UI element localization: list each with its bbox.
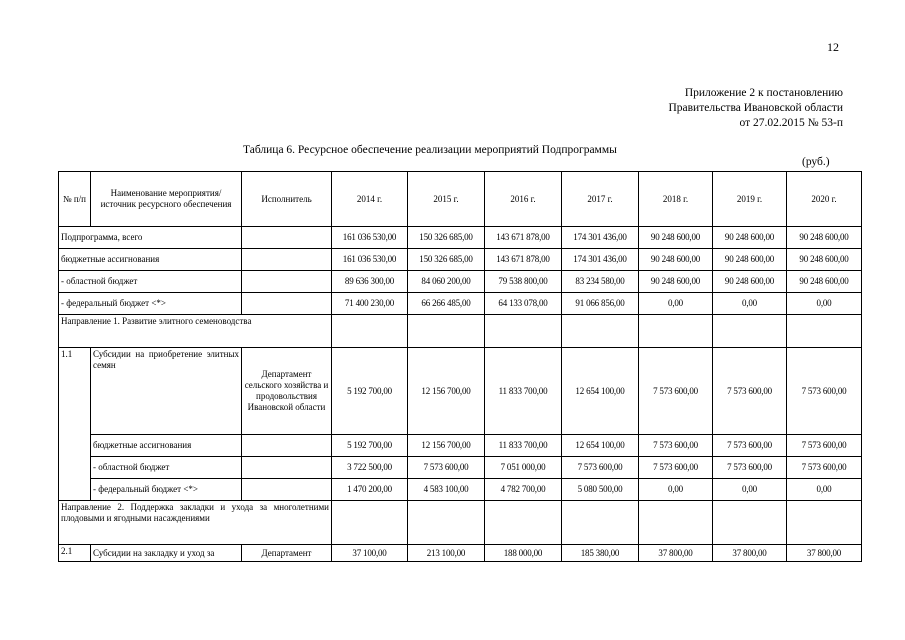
header-year-2015: 2015 г.: [408, 172, 485, 227]
value-cell: 37 800,00: [639, 545, 713, 562]
value-cell: 90 248 600,00: [639, 271, 713, 293]
page-number: 12: [827, 40, 839, 54]
value-cell: 11 833 700,00: [485, 348, 562, 435]
executor-cell: [242, 249, 332, 271]
value-cell: [332, 315, 408, 348]
value-cell: 161 036 530,00: [332, 249, 408, 271]
value-cell: 150 326 685,00: [408, 227, 485, 249]
header-year-2016: 2016 г.: [485, 172, 562, 227]
value-cell: 7 573 600,00: [408, 457, 485, 479]
value-cell: 5 192 700,00: [332, 435, 408, 457]
direction-row: [59, 315, 862, 348]
value-cell: 7 573 600,00: [713, 348, 787, 435]
value-cell: 0,00: [713, 293, 787, 315]
value-cell: 12 156 700,00: [408, 348, 485, 435]
value-cell: 7 573 600,00: [787, 457, 862, 479]
value-cell: 90 248 600,00: [713, 249, 787, 271]
executor-cell: [242, 457, 332, 479]
value-cell: 90 248 600,00: [787, 227, 862, 249]
item-number: 1.1: [59, 348, 91, 501]
table-header-row: [59, 172, 862, 227]
value-cell: 150 326 685,00: [408, 249, 485, 271]
value-cell: 0,00: [787, 293, 862, 315]
row-label: Подпрограмма, всего: [59, 227, 242, 249]
value-cell: 37 800,00: [713, 545, 787, 562]
row-label: - областной бюджет: [59, 271, 242, 293]
value-cell: [562, 501, 639, 545]
resource-table: [58, 171, 862, 562]
direction-label: Направление 2. Поддержка закладки и ухода за многолетними плодовыми и ягодными насаждениями: [59, 501, 332, 545]
value-cell: 90 248 600,00: [787, 271, 862, 293]
value-cell: 12 654 100,00: [562, 435, 639, 457]
table-row: [59, 545, 862, 562]
value-cell: 143 671 878,00: [485, 249, 562, 271]
header-year-2018: 2018 г.: [639, 172, 713, 227]
value-cell: 84 060 200,00: [408, 271, 485, 293]
table-row: [59, 457, 862, 479]
value-cell: [408, 315, 485, 348]
value-cell: 11 833 700,00: [485, 435, 562, 457]
item-name: Субсидии на приобретение элитных семян: [91, 348, 242, 435]
item-name: Субсидии на закладку и уход за: [91, 545, 242, 562]
table-row: [59, 227, 862, 249]
value-cell: 90 248 600,00: [713, 227, 787, 249]
value-cell: 7 573 600,00: [787, 435, 862, 457]
header-executor: Исполнитель: [242, 172, 332, 227]
value-cell: 188 000,00: [485, 545, 562, 562]
value-cell: 12 156 700,00: [408, 435, 485, 457]
row-label: - областной бюджет: [91, 457, 242, 479]
value-cell: 64 133 078,00: [485, 293, 562, 315]
header-year-2014: 2014 г.: [332, 172, 408, 227]
header-num: № п/п: [59, 172, 91, 227]
value-cell: 0,00: [639, 293, 713, 315]
item-number: 2.1: [59, 545, 91, 562]
value-cell: 7 573 600,00: [639, 457, 713, 479]
value-cell: 143 671 878,00: [485, 227, 562, 249]
executor-cell: [242, 271, 332, 293]
value-cell: 7 573 600,00: [562, 457, 639, 479]
table-row: [59, 271, 862, 293]
value-cell: 0,00: [639, 479, 713, 501]
value-cell: 83 234 580,00: [562, 271, 639, 293]
direction-row: [59, 501, 862, 545]
value-cell: 174 301 436,00: [562, 249, 639, 271]
table-row: [59, 348, 862, 435]
value-cell: 90 248 600,00: [639, 249, 713, 271]
value-cell: 66 266 485,00: [408, 293, 485, 315]
units-label: (руб.): [802, 156, 830, 168]
value-cell: [639, 315, 713, 348]
value-cell: 90 248 600,00: [787, 249, 862, 271]
appendix-line-3: от 27.02.2015 № 53-п: [739, 117, 843, 129]
value-cell: 7 573 600,00: [639, 348, 713, 435]
table-row: [59, 435, 862, 457]
value-cell: 174 301 436,00: [562, 227, 639, 249]
value-cell: 7 573 600,00: [713, 435, 787, 457]
appendix-block: [668, 86, 843, 131]
value-cell: [408, 501, 485, 545]
value-cell: 7 573 600,00: [639, 435, 713, 457]
row-label: бюджетные ассигнования: [91, 435, 242, 457]
value-cell: [787, 501, 862, 545]
table-title: Таблица 6. Ресурсное обеспечение реализации мероприятий Подпрограммы: [243, 144, 617, 156]
value-cell: 0,00: [713, 479, 787, 501]
value-cell: [713, 501, 787, 545]
value-cell: [332, 501, 408, 545]
header-year-2019: 2019 г.: [713, 172, 787, 227]
row-label: бюджетные ассигнования: [59, 249, 242, 271]
value-cell: 185 380,00: [562, 545, 639, 562]
value-cell: 5 080 500,00: [562, 479, 639, 501]
value-cell: 213 100,00: [408, 545, 485, 562]
executor-cell: [242, 227, 332, 249]
header-year-2020: 2020 г.: [787, 172, 862, 227]
value-cell: 4 583 100,00: [408, 479, 485, 501]
value-cell: 89 636 300,00: [332, 271, 408, 293]
value-cell: 0,00: [787, 479, 862, 501]
value-cell: [639, 501, 713, 545]
item-executor: Департамент сельского хозяйства и продовольствия Ивановской области: [242, 348, 332, 435]
appendix-line-2: Правительства Ивановской области: [668, 102, 843, 114]
direction-label: Направление 1. Развитие элитного семеноводства: [59, 315, 332, 348]
value-cell: 90 248 600,00: [639, 227, 713, 249]
row-label: - федеральный бюджет <*>: [59, 293, 242, 315]
header-year-2017: 2017 г.: [562, 172, 639, 227]
value-cell: 12 654 100,00: [562, 348, 639, 435]
table-row: [59, 479, 862, 501]
value-cell: 161 036 530,00: [332, 227, 408, 249]
header-name: Наименование мероприятия/ источник ресурсного обеспечения: [91, 172, 242, 227]
row-label: - федеральный бюджет <*>: [91, 479, 242, 501]
table-row: [59, 249, 862, 271]
appendix-line-1: Приложение 2 к постановлению: [684, 87, 843, 99]
value-cell: 37 100,00: [332, 545, 408, 562]
value-cell: 37 800,00: [787, 545, 862, 562]
executor-cell: [242, 293, 332, 315]
value-cell: 7 051 000,00: [485, 457, 562, 479]
value-cell: [485, 315, 562, 348]
value-cell: [713, 315, 787, 348]
executor-cell: [242, 479, 332, 501]
value-cell: [485, 501, 562, 545]
value-cell: 7 573 600,00: [787, 348, 862, 435]
value-cell: 91 066 856,00: [562, 293, 639, 315]
item-executor: Департамент: [242, 545, 332, 562]
value-cell: 90 248 600,00: [713, 271, 787, 293]
value-cell: [562, 315, 639, 348]
table-row: [59, 293, 862, 315]
value-cell: 4 782 700,00: [485, 479, 562, 501]
value-cell: 71 400 230,00: [332, 293, 408, 315]
value-cell: 79 538 800,00: [485, 271, 562, 293]
value-cell: 1 470 200,00: [332, 479, 408, 501]
value-cell: 3 722 500,00: [332, 457, 408, 479]
value-cell: 7 573 600,00: [713, 457, 787, 479]
value-cell: 5 192 700,00: [332, 348, 408, 435]
value-cell: [787, 315, 862, 348]
executor-cell: [242, 435, 332, 457]
